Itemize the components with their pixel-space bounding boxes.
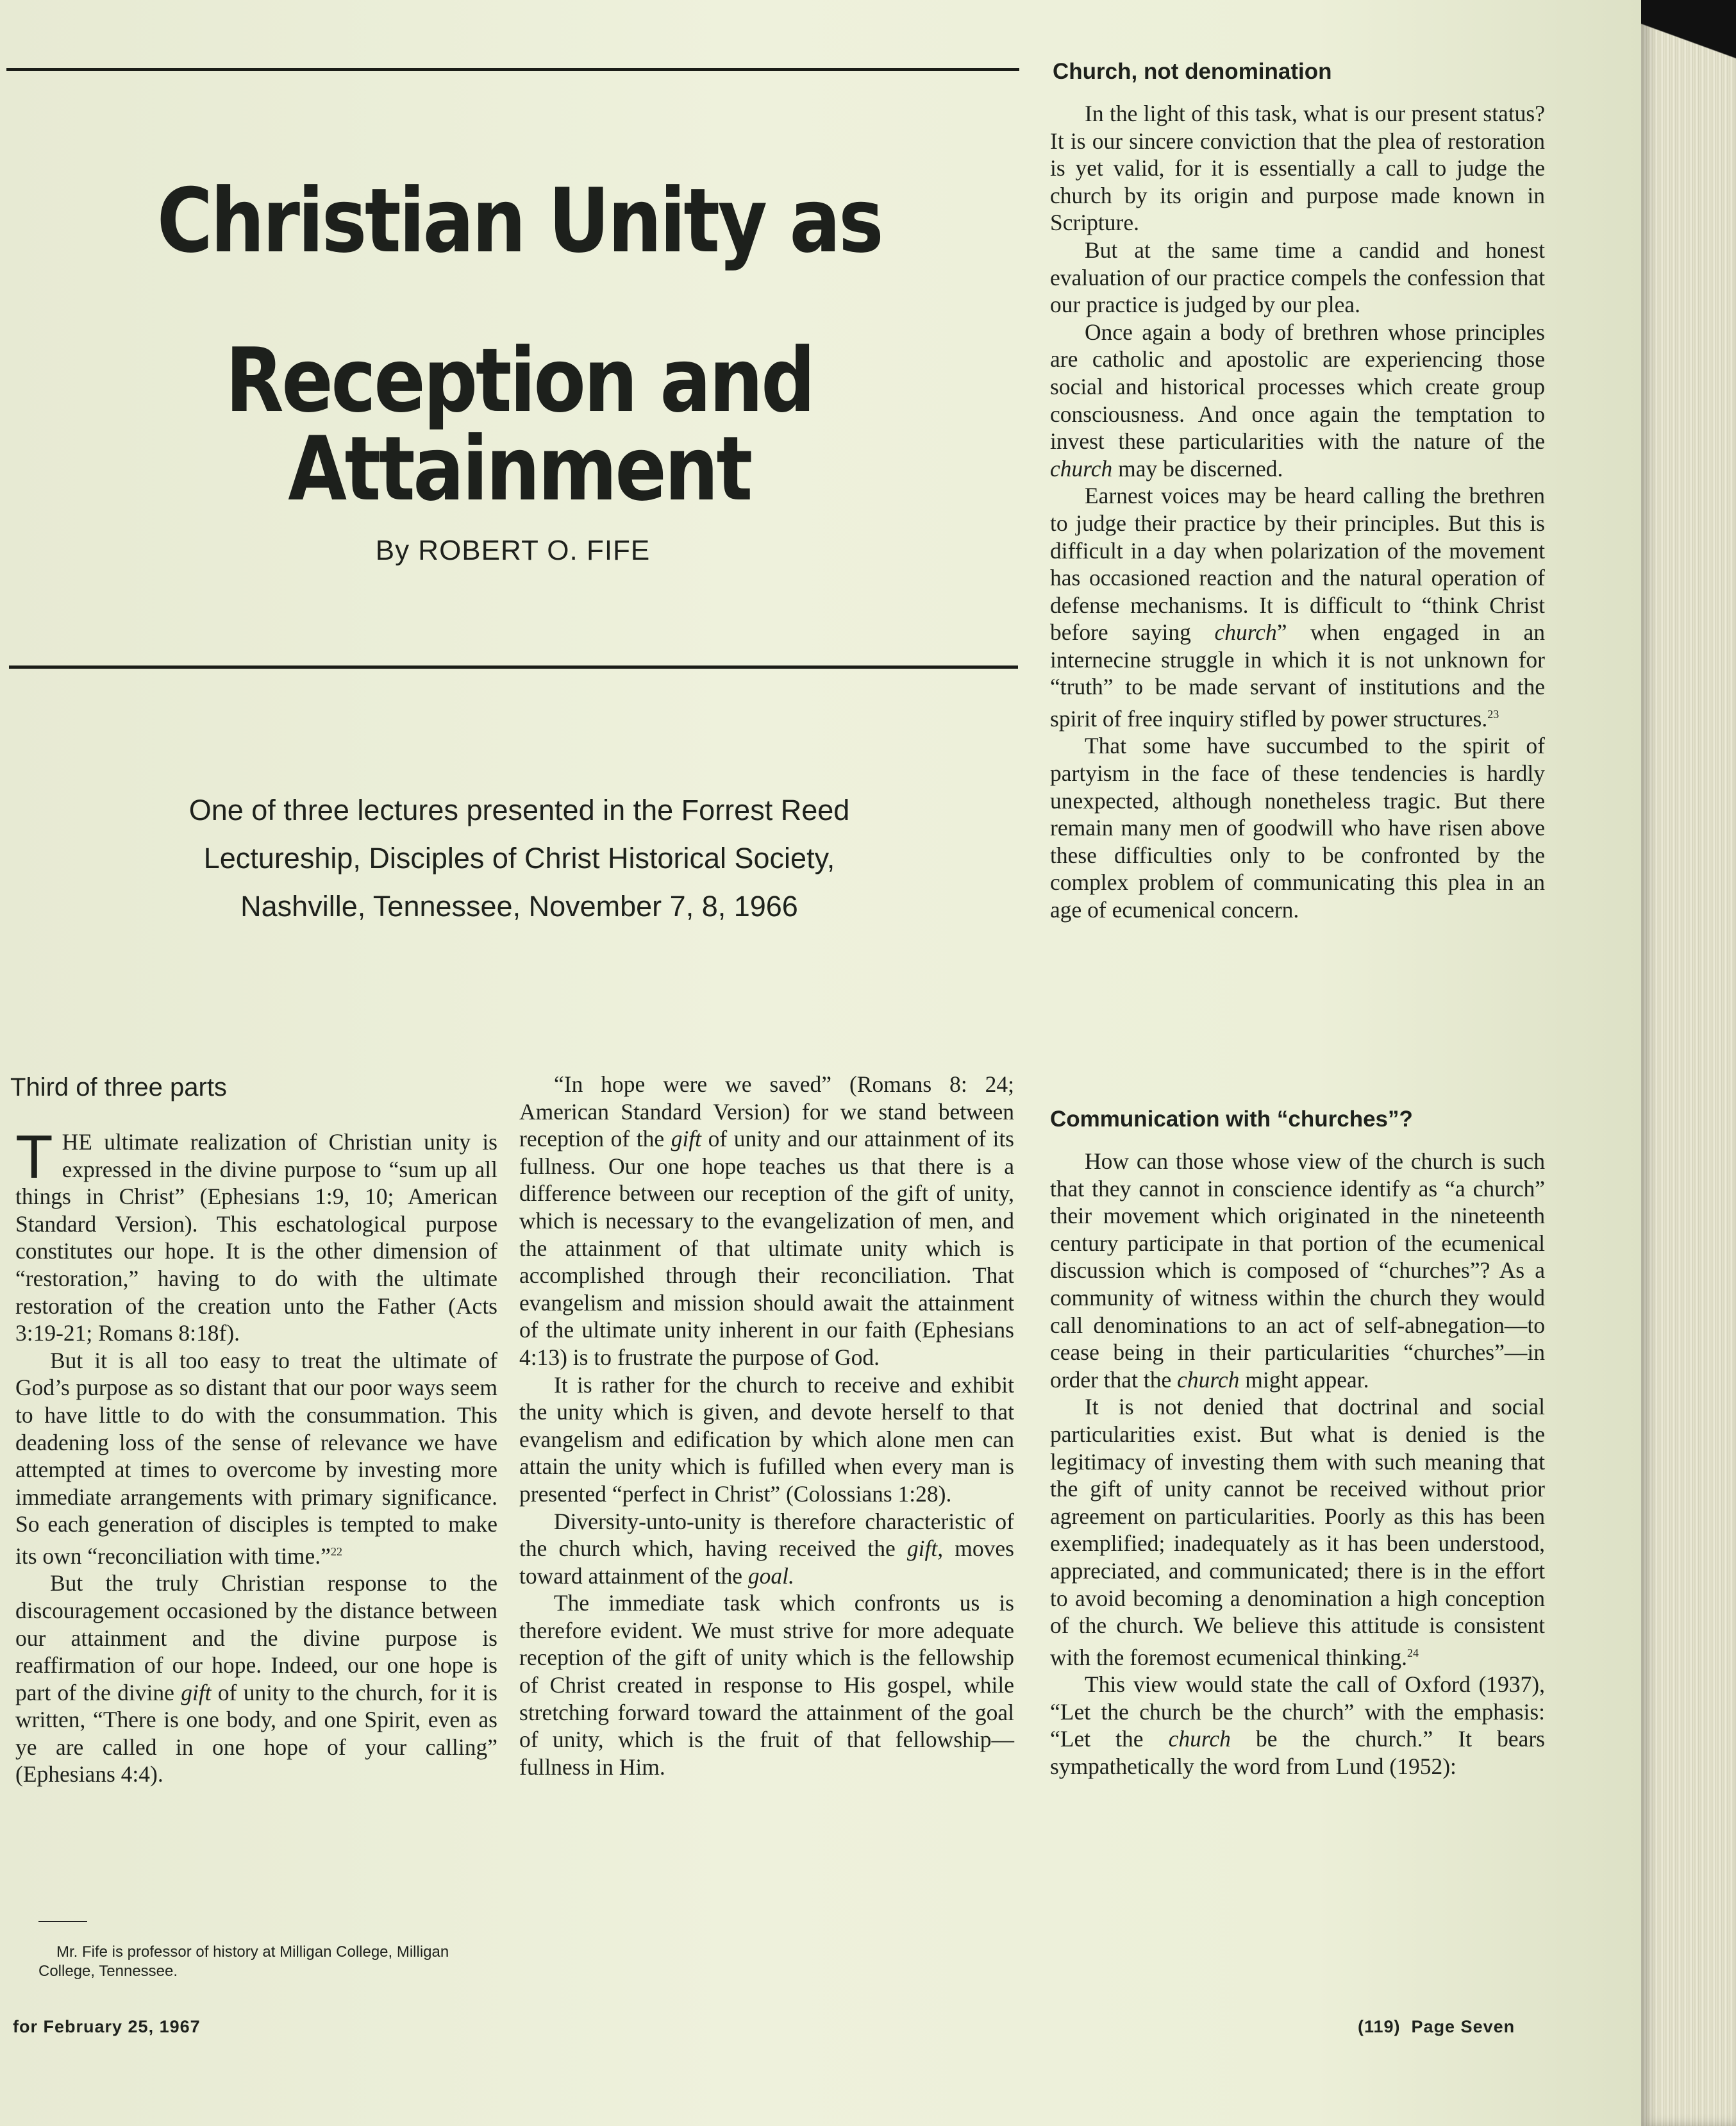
paragraph xyxy=(519,1589,1014,1780)
author-footnote: Mr. Fife is professor of history at Milligan College, Milligan College, Tennessee. xyxy=(38,1943,449,1980)
footer-issue-date: for February 25, 1967 xyxy=(13,2017,201,2036)
paragraph xyxy=(1050,1148,1545,1393)
paragraph-text: be the church.” It bears sympathetically the word from Lund (1952): xyxy=(1050,1726,1545,1779)
paragraph xyxy=(1050,237,1545,319)
footnote-marker: 23 xyxy=(1487,708,1499,721)
paragraph-text: “In hope were we saved” (Romans 8: 24; American Standard Version) for we stand between reception of the xyxy=(519,1071,1014,1152)
paragraph-text: moves toward attainment of the xyxy=(519,1536,1014,1589)
paragraph-text: may be discerned. xyxy=(1112,455,1283,481)
emphasis: church xyxy=(1168,1726,1231,1752)
series-kicker: Third of three parts xyxy=(10,1073,227,1101)
paragraph xyxy=(519,1071,1014,1371)
paragraph-text: But at the same time a candid and honest evaluation of our practice compels the confession that our practice is judged by our plea. xyxy=(1050,237,1545,318)
paragraph-text: ” when engaged in an internecine struggle in which it is not unknown for “truth” to be made servant of institutions and the spirit of free inquiry stifled by power structures. xyxy=(1050,619,1546,732)
paragraph-text: HE ultimate realization of Christian unity is expressed in the divine purpose to “sum up all things in Christ” (Ephesians 1:9, 10; American Standard Version). This eschatological purpose constitutes our hope. It is the other dimension of “restoration,” having to do with the ultimate restoration of the creation unto the Father (Acts 3:19-21; Romans 8:18f). xyxy=(15,1129,497,1346)
footnote-rule xyxy=(38,1921,87,1922)
paragraph-text: That some have succumbed to the spirit of partyism in the face of these tendencies is hardly unexpected, although nonetheless tragic. But there remain many men of goodwill who have risen above these difficulties only to be confronted by the complex problem of communicating this plea in an age of ecumenical concern. xyxy=(1050,733,1545,923)
footer-page-number: (119) Page Seven xyxy=(1358,2017,1515,2036)
article-title-line-1: Christian Unity as xyxy=(156,169,882,272)
top-rule xyxy=(6,68,1019,71)
emphasis: church xyxy=(1050,455,1113,481)
subtitle-line: One of three lectures presented in the Forrest Reed xyxy=(188,794,850,826)
article-title-line-2: Reception and Attainment xyxy=(225,329,814,521)
paragraph xyxy=(519,1508,1014,1590)
paragraph xyxy=(1050,100,1545,237)
paragraph xyxy=(1050,482,1545,732)
paragraph-text: But the truly Christian response to the discouragement occasioned by the distance between our attainment and the divine purpose is reaffirmation of our hope. Indeed, our one hope is part of the divine xyxy=(15,1570,497,1705)
footnote-marker: 24 xyxy=(1407,1646,1419,1659)
paragraph-text: It is not denied that doctrinal and social particularities exist. But what is denied is the legitimacy of investing them with such meaning that the gift of unity cannot be received without prior agreement on particularities. Poorly as this has been exemplified; inadequately as it has been understood, appreciated, and communicated; there is in the effort to avoid becoming a denomination a high conception of the church. We believe this attitude is consistent with the foremost ecumenical thinking. xyxy=(1050,1394,1545,1670)
paragraph xyxy=(519,1371,1014,1508)
title-bottom-rule xyxy=(9,665,1018,669)
paragraph-text: might appear. xyxy=(1239,1366,1369,1393)
paragraph xyxy=(1050,319,1545,483)
paragraph-text: In the light of this task, what is our present status? It is our sincere conviction that the plea of restoration is yet valid, for it is essentially a call to judge the church by its origin and purpose made known in Scripture. xyxy=(1050,101,1545,236)
text-column-2 xyxy=(519,1071,1014,1780)
paragraph-text: How can those whose view of the church is such that they cannot in conscience identify as “a church” their movement which originated in the nineteenth century participate in that portion of the ecumenical discussion which is composed of “churches”? As a community of witness within the church they would call denominations to an act of self-abnegation—to cease being in their particularities “churches”—in order that the xyxy=(1050,1148,1545,1393)
emphasis: goal. xyxy=(747,1562,794,1589)
paragraph-text: But it is all too easy to treat the ultimate of God’s purpose as so distant that our poor ways seem to have little to do with the consummation. This deadening loss of the sense of relevance we have attempted at times to overcome by investing more immediate arrangements with primary significance. So each generation of disciples is tempted to make its own “reconciliation with time.” xyxy=(15,1347,497,1569)
binding-shadow xyxy=(1641,0,1736,71)
emphasis: church xyxy=(1177,1366,1240,1393)
paragraph-text: of unity to the church, for it is written, “There is one body, and one Spirit, even as ye are called in one hope of your calling” (Ephesians 4:4). xyxy=(15,1679,497,1787)
paragraph-text: of unity and our attainment of its fullness. Our one hope teaches us that there is a difference between our reception of the gift of unity, which is necessary to the evangelization of men, and the attainment of that ultimate unity which is accomplished through their reconciliation. That evangelism and mission should await the attainment of the ultimate unity inherent in our faith (Ephesians 4:13) is to frustrate the purpose of God. xyxy=(519,1126,1014,1370)
paragraph xyxy=(1050,1671,1545,1780)
lecture-subtitle xyxy=(77,786,962,930)
section-heading-church: Church, not denomination xyxy=(1053,59,1332,84)
paragraph-text: This view would state the call of Oxford (1937), “Let the church be the church” with the emphasis: “Let the xyxy=(1050,1671,1545,1752)
section-heading-communication: Communication with “churches”? xyxy=(1050,1107,1413,1132)
paragraph-text: Earnest voices may be heard calling the brethren to judge their practice by their principles. But this is difficult in a day when polarization of the movement has occasioned reaction and the natural operation of defense mechanisms. It is difficult to “think Christ before saying xyxy=(1050,483,1545,646)
text-column-3 xyxy=(1050,100,1545,924)
emphasis: gift xyxy=(181,1679,212,1705)
paragraph xyxy=(15,1123,497,1347)
paragraph-text: Diversity-unto-unity is therefore characteristic of the church which, having received the xyxy=(519,1508,1014,1562)
text-column-1 xyxy=(15,1123,497,1788)
paragraph-text: The immediate task which confronts us is therefore evident. We must strive for more adequate reception of the gift of unity which is the fellowship of Christ created in response to His gospel, while stretching forward toward the attainment of the goal of unity, which is the fruit of that fellowship—fullness in Him. xyxy=(519,1590,1014,1780)
byline: By ROBERT O. FIFE xyxy=(375,535,651,566)
paragraph xyxy=(15,1569,497,1788)
subtitle-line: Nashville, Tennessee, November 7, 8, 1966 xyxy=(240,890,798,923)
emphasis: gift, xyxy=(906,1536,944,1562)
emphasis: church xyxy=(1214,619,1277,646)
paragraph xyxy=(1050,1393,1545,1671)
book-binding-edge xyxy=(1641,0,1736,2126)
footnote-marker: 22 xyxy=(330,1544,342,1558)
text-column-3-continued xyxy=(1050,1148,1545,1780)
paragraph-text: Once again a body of brethren whose principles are catholic and apostolic are experiencing those social and historical processes which create group consciousness. And once again the temptation to invest these particularities with the nature of the xyxy=(1050,319,1545,455)
drop-cap: T xyxy=(15,1123,53,1191)
paragraph-text: It is rather for the church to receive and exhibit the unity which is given, and devote herself to that evangelism and edification by which alone men can attain the unity which is fufilled when every man is presented “perfect in Christ” (Colossians 1:28). xyxy=(519,1371,1014,1507)
paragraph xyxy=(15,1347,497,1570)
subtitle-line: Lectureship, Disciples of Christ Historical Society, xyxy=(203,842,835,875)
emphasis: gift xyxy=(671,1126,702,1152)
paragraph xyxy=(1050,732,1545,923)
